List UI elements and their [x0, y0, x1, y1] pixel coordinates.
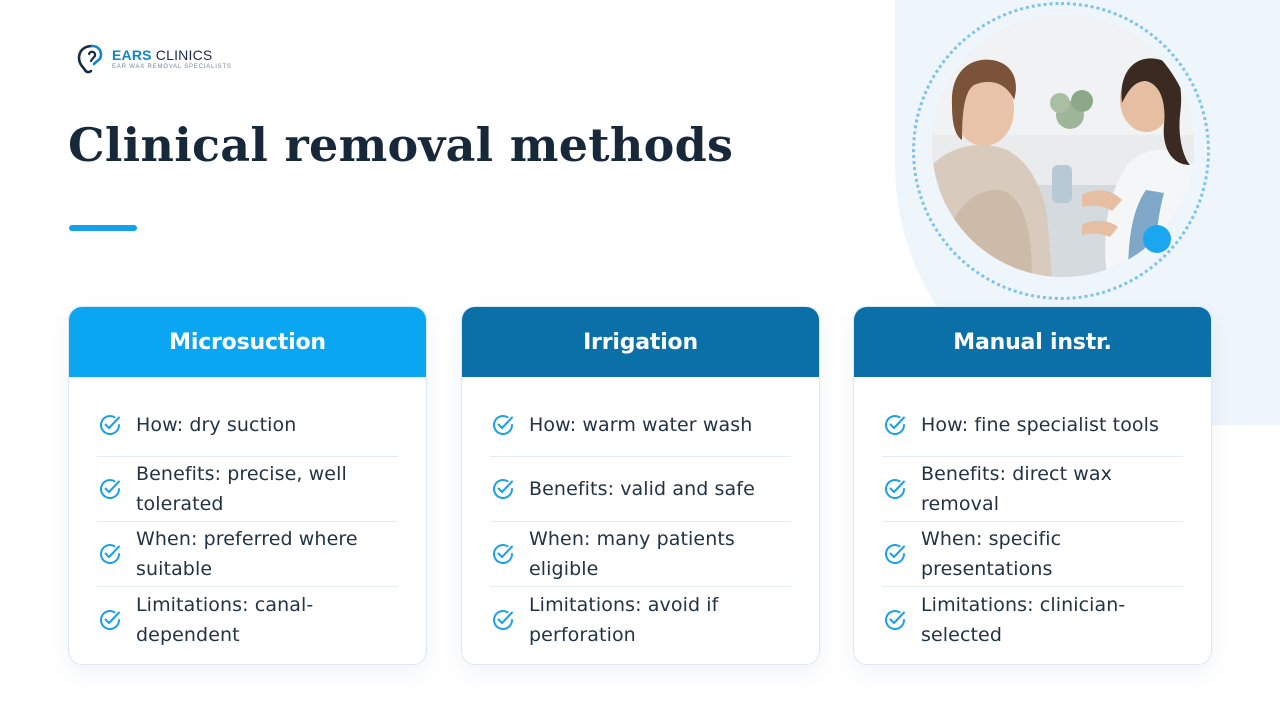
- check-circle-icon: [882, 541, 908, 567]
- check-circle-icon: [490, 412, 516, 438]
- card-list: [490, 393, 791, 652]
- list-item: [97, 393, 398, 457]
- card-header: Microsuction: [69, 307, 426, 377]
- item-text: Limitations: canal-dependent: [136, 593, 314, 646]
- item-text: When: specific presentations: [921, 528, 1062, 580]
- list-item: [97, 522, 398, 587]
- list-item: [882, 393, 1183, 457]
- method-card-microsuction: [68, 306, 427, 665]
- check-circle-icon: [882, 412, 908, 438]
- ear-icon: [72, 40, 108, 76]
- item-text: Limitations: avoid if perforation: [529, 593, 719, 646]
- item-text: Benefits: valid and safe: [529, 478, 755, 500]
- item-text: When: preferred where suitable: [136, 528, 358, 580]
- list-item: [97, 457, 398, 522]
- photo-accent-dot: [1143, 225, 1171, 253]
- page-title: Clinical removal methods: [68, 118, 734, 172]
- check-circle-icon: [490, 476, 516, 502]
- check-circle-icon: [97, 412, 123, 438]
- logo[interactable]: [72, 40, 232, 76]
- title-underline: [69, 225, 137, 231]
- logo-brand: EARS: [112, 46, 152, 63]
- list-item: [97, 587, 398, 652]
- item-text: How: dry suction: [136, 413, 297, 436]
- list-item: [490, 457, 791, 522]
- item-text: Benefits: precise, well tolerated: [136, 463, 347, 515]
- card-header: Manual instr.: [854, 307, 1211, 377]
- list-item: [882, 457, 1183, 522]
- check-circle-icon: [490, 541, 516, 567]
- list-item: [882, 587, 1183, 652]
- logo-name-text: CLINICS: [155, 46, 213, 63]
- list-item: [490, 587, 791, 652]
- item-text: Benefits: direct wax removal: [921, 463, 1112, 515]
- item-text: How: fine specialist tools: [921, 413, 1160, 436]
- item-text: Limitations: clinician-selected: [921, 593, 1126, 646]
- list-item: [490, 393, 791, 457]
- card-list: [97, 393, 398, 652]
- item-text: How: warm water wash: [529, 413, 753, 436]
- logo-tagline: EAR WAX REMOVAL SPECIALISTS: [112, 63, 232, 70]
- list-item: [490, 522, 791, 587]
- logo-name: [112, 47, 232, 63]
- card-header: Irrigation: [462, 307, 819, 377]
- method-card-irrigation: [461, 306, 820, 665]
- check-circle-icon: [882, 607, 908, 633]
- check-circle-icon: [97, 541, 123, 567]
- method-card-manual: [853, 306, 1212, 665]
- list-item: [882, 522, 1183, 587]
- card-list: [882, 393, 1183, 652]
- check-circle-icon: [882, 476, 908, 502]
- check-circle-icon: [97, 476, 123, 502]
- check-circle-icon: [490, 607, 516, 633]
- check-circle-icon: [97, 607, 123, 633]
- item-text: When: many patients eligible: [529, 528, 735, 580]
